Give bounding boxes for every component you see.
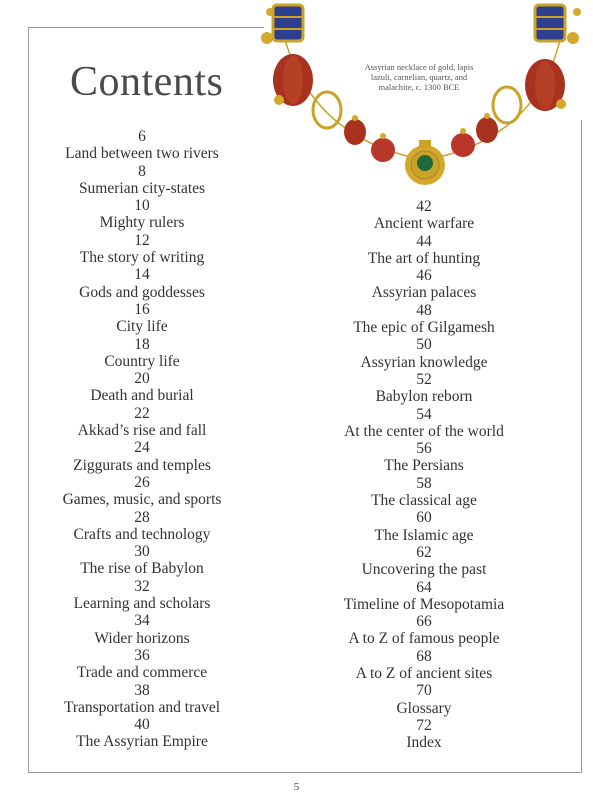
- contents-entry: [304, 233, 544, 268]
- entry-title: The Persians: [384, 457, 464, 475]
- entry-page-number: 34: [134, 612, 150, 630]
- entry-title: Gods and goddesses: [79, 283, 205, 301]
- entry-page-number: 26: [134, 473, 150, 491]
- entry-title: A to Z of famous people: [348, 630, 500, 648]
- entry-title: At the center of the world: [344, 422, 504, 440]
- contents-entry: [22, 716, 262, 751]
- entry-page-number: 38: [134, 681, 150, 699]
- entry-page-number: 16: [134, 300, 150, 318]
- contents-entry: [304, 371, 544, 406]
- entry-page-number: 20: [134, 370, 150, 388]
- contents-entry: [304, 717, 544, 752]
- contents-entry: [22, 128, 262, 163]
- entry-page-number: 54: [416, 405, 432, 423]
- contents-entry: [304, 544, 544, 579]
- entry-title: A to Z of ancient sites: [355, 665, 493, 683]
- entry-title: Wider horizons: [94, 629, 190, 647]
- entry-title: Ancient warfare: [373, 215, 475, 233]
- entry-title: Index: [406, 734, 442, 752]
- frame-border-top: [28, 27, 264, 28]
- entry-title: Ziggurats and temples: [73, 456, 211, 474]
- entry-title: Babylon reborn: [375, 388, 473, 406]
- contents-entry: [22, 647, 262, 682]
- entry-title: Assyrian knowledge: [360, 353, 488, 371]
- necklace-image: [255, 0, 593, 200]
- entry-page-number: 44: [416, 232, 432, 250]
- contents-list-left: [22, 128, 262, 751]
- entry-page-number: 62: [416, 543, 432, 561]
- page-title: Contents: [70, 59, 224, 105]
- entry-title: The Assyrian Empire: [76, 733, 208, 751]
- entry-page-number: 48: [416, 301, 432, 319]
- entry-title: Crafts and technology: [73, 525, 211, 543]
- entry-title: Uncovering the past: [361, 561, 487, 579]
- contents-entry: [304, 579, 544, 614]
- entry-page-number: 68: [416, 647, 432, 665]
- entry-page-number: 14: [134, 266, 150, 284]
- contents-list-right: [304, 198, 544, 752]
- contents-entry: [22, 232, 262, 267]
- contents-entry: [22, 578, 262, 613]
- entry-page-number: 10: [134, 197, 150, 215]
- entry-page-number: 8: [138, 162, 146, 180]
- entry-title: Land between two rivers: [65, 145, 219, 163]
- entry-title: The Islamic age: [374, 526, 474, 544]
- entry-page-number: 60: [416, 509, 432, 527]
- entry-page-number: 32: [134, 577, 150, 595]
- entry-title: Games, music, and sports: [62, 491, 222, 509]
- entry-title: The story of writing: [79, 249, 205, 267]
- page-number: 5: [293, 781, 300, 793]
- entry-page-number: 70: [416, 682, 432, 700]
- entry-page-number: 72: [416, 716, 432, 734]
- entry-page-number: 18: [134, 335, 150, 353]
- entry-title: Sumerian city-states: [78, 179, 206, 197]
- entry-title: The epic of Gilgamesh: [353, 319, 495, 337]
- contents-entry: [22, 509, 262, 544]
- contents-entry: [304, 648, 544, 683]
- entry-title: Trade and commerce: [76, 664, 208, 682]
- contents-entry: [22, 439, 262, 474]
- contents-entry: [22, 163, 262, 198]
- contents-entry: [22, 543, 262, 578]
- entry-title: Death and burial: [90, 387, 194, 405]
- entry-page-number: 42: [416, 198, 432, 215]
- contents-entry: [22, 612, 262, 647]
- entry-title: Akkad’s rise and fall: [77, 422, 207, 440]
- entry-page-number: 52: [416, 370, 432, 388]
- contents-entry: [22, 301, 262, 336]
- contents-entry: [22, 336, 262, 371]
- contents-entry: [304, 267, 544, 302]
- entry-page-number: 58: [416, 474, 432, 492]
- lapis-bead-right: [535, 5, 581, 44]
- contents-entry: [22, 682, 262, 717]
- entry-page-number: 46: [416, 267, 432, 285]
- contents-entry: [304, 509, 544, 544]
- entry-page-number: 64: [416, 578, 432, 596]
- entry-title: Timeline of Mesopotamia: [343, 595, 505, 613]
- entry-title: The classical age: [371, 492, 477, 510]
- contents-entry: [304, 302, 544, 337]
- entry-title: Assyrian palaces: [371, 284, 477, 302]
- contents-entry: [22, 197, 262, 232]
- entry-page-number: 30: [134, 543, 150, 561]
- contents-entry: [22, 405, 262, 440]
- entry-page-number: 28: [134, 508, 150, 526]
- entry-title: Country life: [104, 352, 180, 370]
- entry-title: City life: [116, 318, 168, 336]
- contents-entry: [304, 613, 544, 648]
- contents-entry: [304, 198, 544, 233]
- frame-border-right: [581, 120, 582, 772]
- entry-page-number: 66: [416, 613, 432, 631]
- entry-title: The rise of Babylon: [80, 560, 204, 578]
- contents-entry: [22, 474, 262, 509]
- contents-entry: [304, 336, 544, 371]
- lapis-bead-left: [261, 5, 303, 44]
- contents-entry: [22, 370, 262, 405]
- entry-page-number: 22: [134, 404, 150, 422]
- image-caption: Assyrian necklace of gold, lapis lazuli, carnelian, quartz, and malachite, c. 1300 BCE: [364, 62, 474, 92]
- entry-page-number: 6: [138, 128, 146, 145]
- entry-title: Glossary: [396, 699, 452, 717]
- entry-title: Learning and scholars: [73, 595, 211, 613]
- entry-page-number: 56: [416, 440, 432, 458]
- entry-title: Transportation and travel: [63, 698, 221, 716]
- entry-title: Mighty rulers: [99, 214, 185, 232]
- entry-page-number: 40: [134, 716, 150, 734]
- contents-entry: [22, 266, 262, 301]
- entry-page-number: 36: [134, 646, 150, 664]
- frame-border-bottom: [28, 772, 582, 773]
- contents-entry: [304, 406, 544, 441]
- contents-entry: [304, 682, 544, 717]
- entry-page-number: 50: [416, 336, 432, 354]
- entry-page-number: 24: [134, 439, 150, 457]
- entry-page-number: 12: [134, 231, 150, 249]
- contents-entry: [304, 440, 544, 475]
- entry-title: The art of hunting: [367, 249, 481, 267]
- contents-entry: [304, 475, 544, 510]
